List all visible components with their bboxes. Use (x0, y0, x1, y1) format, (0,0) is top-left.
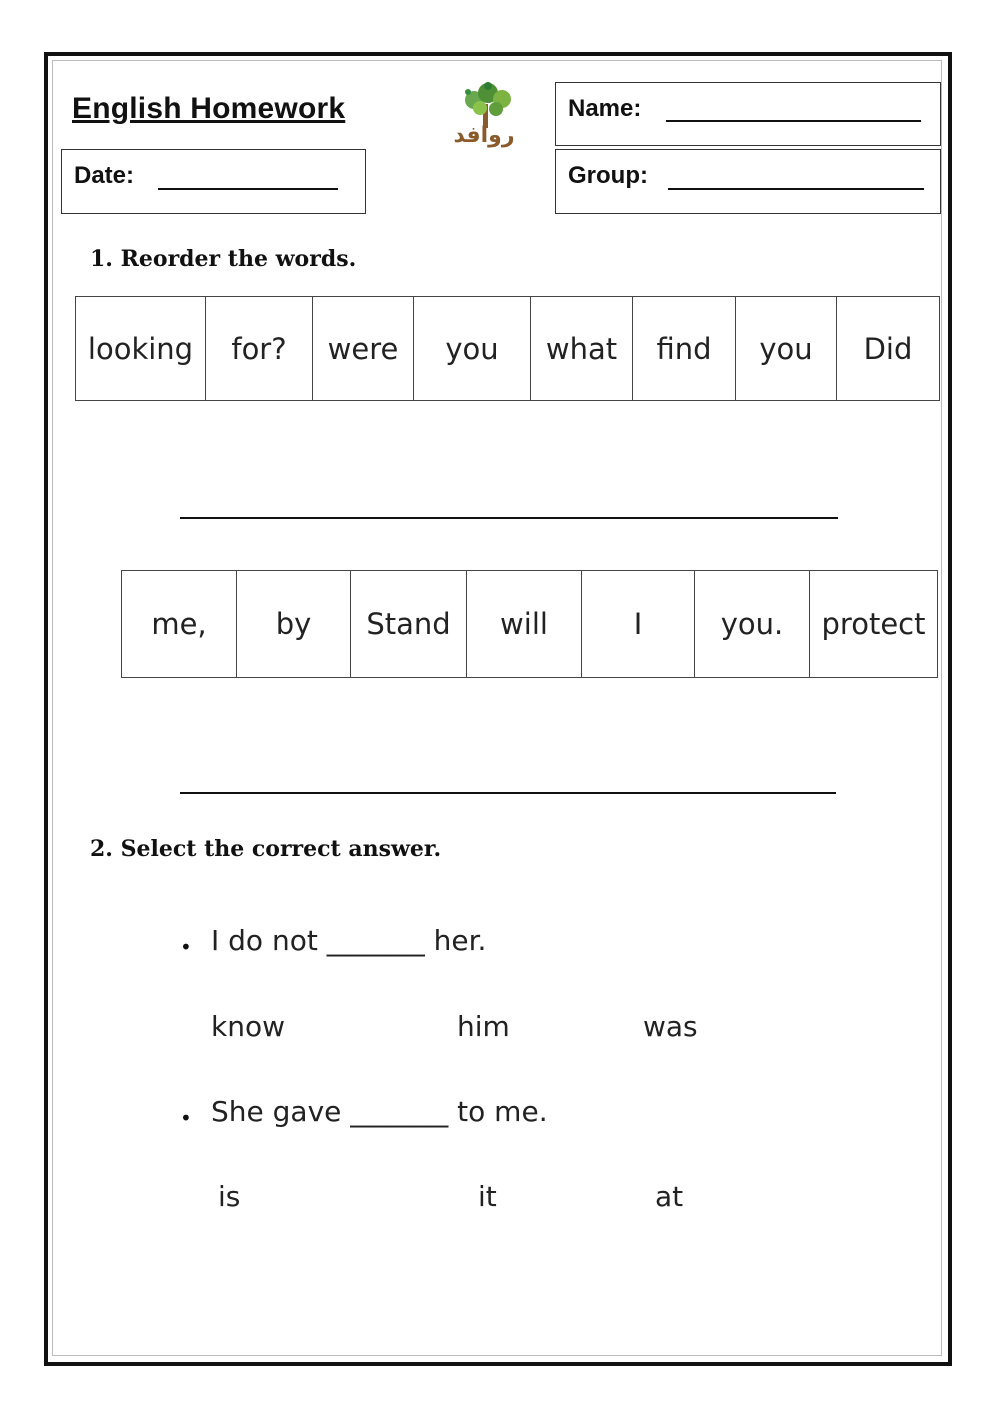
question-2-text: She gave _______ to me. (211, 1095, 548, 1128)
word-tile[interactable]: I (582, 571, 695, 678)
page-title: English Homework (72, 92, 346, 125)
answer-line-2[interactable] (180, 792, 836, 794)
group-input-line[interactable] (668, 188, 924, 190)
bullet-icon: • (180, 1106, 192, 1130)
word-tile[interactable]: protect (810, 571, 938, 678)
section2-heading: 2. Select the correct answer. (90, 836, 442, 862)
date-field-box (61, 149, 366, 214)
word-tile[interactable]: me, (122, 571, 237, 678)
word-tile[interactable]: by (237, 571, 351, 678)
word-tile[interactable]: you (736, 297, 837, 401)
group-field-box (555, 149, 941, 214)
date-input-line[interactable] (158, 188, 338, 190)
word-tile[interactable]: for? (206, 297, 313, 401)
answer-line-1[interactable] (180, 517, 838, 519)
tree-icon (465, 82, 511, 128)
name-input-line[interactable] (666, 120, 921, 122)
school-logo (430, 82, 540, 152)
logo-text: روافد (453, 123, 515, 148)
answer-option[interactable]: is (218, 1180, 241, 1213)
word-tile[interactable]: find (633, 297, 736, 401)
word-tile[interactable]: will (467, 571, 582, 678)
question-1-text: I do not _______ her. (211, 924, 487, 957)
word-tile[interactable]: were (313, 297, 414, 401)
answer-option[interactable]: it (478, 1180, 497, 1213)
word-tile[interactable]: you (414, 297, 531, 401)
word-tile[interactable]: what (531, 297, 633, 401)
name-field-box (555, 82, 941, 146)
bullet-icon: • (180, 935, 192, 959)
name-label: Name: (568, 95, 642, 122)
word-tile[interactable]: Did (837, 297, 940, 401)
word-tile[interactable]: looking (76, 297, 206, 401)
word-tile[interactable]: Stand (351, 571, 467, 678)
section1-heading: 1. Reorder the words. (90, 246, 357, 272)
word-table-2 (121, 570, 938, 678)
word-table-1 (75, 296, 940, 401)
answer-option[interactable]: know (211, 1010, 285, 1043)
answer-option[interactable]: was (643, 1010, 698, 1043)
word-tile[interactable]: you. (695, 571, 810, 678)
group-label: Group: (568, 162, 648, 189)
answer-option[interactable]: him (457, 1010, 510, 1043)
date-label: Date: (74, 162, 135, 189)
answer-option[interactable]: at (655, 1180, 684, 1213)
